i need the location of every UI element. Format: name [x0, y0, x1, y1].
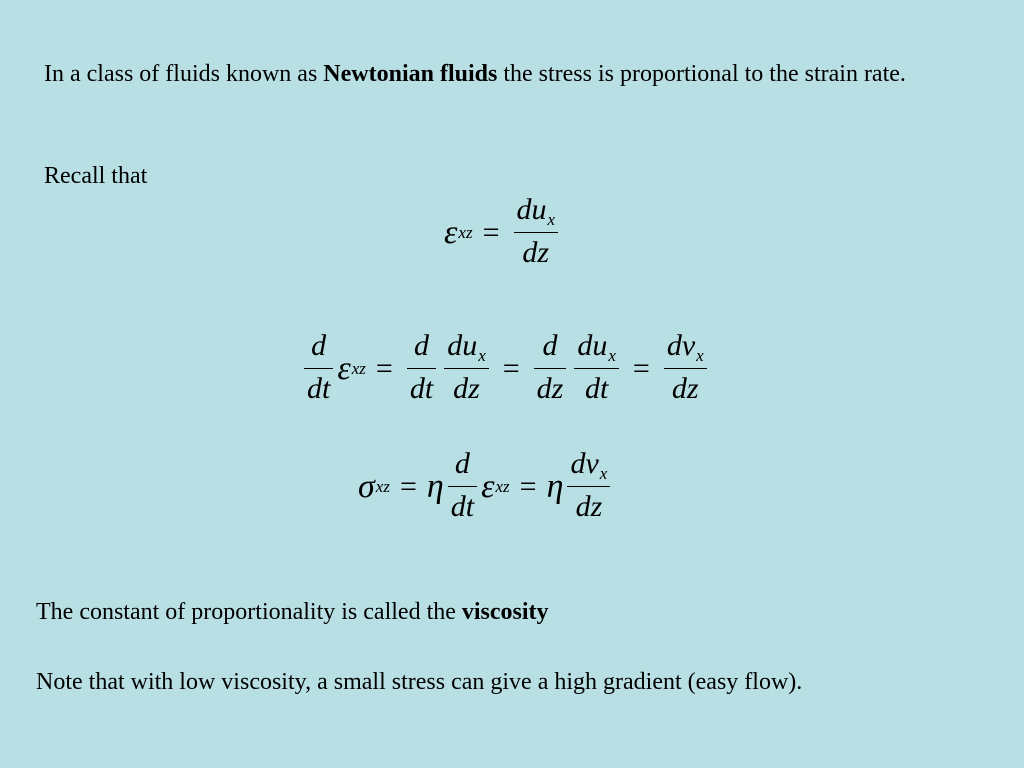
sigma-symbol: σ: [358, 467, 375, 505]
fraction-du-dz: $\frac{du_x}{dz}$: [444, 326, 489, 411]
fraction-d-dz: $\frac{d}{dz}$: [534, 326, 567, 411]
eta-symbol: η: [426, 467, 444, 505]
intro-text-end: the stress is proportional to the strain rate.: [497, 61, 906, 87]
epsilon-subscript: xz: [458, 222, 473, 242]
equals-sign: =: [482, 215, 500, 249]
intro-paragraph: [44, 58, 984, 90]
fraction-dv-dz: $\frac{dv_x}{dz}$: [664, 326, 707, 411]
equals-sign: =: [632, 351, 650, 385]
viscosity-note: Note that with low viscosity, a small stress can give a high gradient (easy flow).: [36, 669, 803, 695]
fraction-du-dz: [514, 190, 559, 275]
numerator-subscript: x: [547, 210, 556, 229]
stress-viscosity-equation: σ xz = η $\frac{d}{dt}$ ε xz = η $\frac{dv_x}{dz}$: [358, 444, 614, 529]
equals-sign: =: [399, 469, 417, 503]
numerator: du: [516, 193, 547, 226]
denominator: dz: [522, 236, 550, 269]
epsilon-symbol: ε: [444, 213, 458, 251]
equals-sign: =: [519, 469, 537, 503]
fraction-du-dt: $\frac{du_x}{dt}$: [574, 326, 619, 411]
strain-rate-equation: [444, 190, 562, 275]
viscosity-term: viscosity: [461, 599, 549, 625]
time-derivative-equation: $\frac{d}{dt}$ ε xz = $\frac{d}{dt}$ $\frac{du_x}{dz}$ = $\frac{d}{dz}$ $\frac{du_x}{dt}$ = $\frac{dv_x}{dz}$: [300, 326, 711, 411]
recall-text: Recall that: [44, 163, 148, 189]
epsilon-symbol: ε: [337, 349, 351, 387]
viscosity-definition: The constant of proportionality is called the viscosity: [36, 599, 549, 625]
eta-symbol: η: [546, 467, 564, 505]
fraction-d-dt: $\frac{d}{dt}$: [304, 326, 333, 411]
newtonian-fluids-term: Newtonian fluids: [323, 61, 498, 87]
equals-sign: =: [502, 351, 520, 385]
epsilon-symbol: ε: [481, 467, 495, 505]
intro-text-start: In a class of fluids known as: [44, 61, 324, 87]
fraction-dv-dz: $\frac{dv_x}{dz}$: [567, 444, 610, 529]
fraction-d-dt: $\frac{d}{dt}$: [448, 444, 477, 529]
fraction-d-dt: $\frac{d}{dt}$: [407, 326, 436, 411]
equals-sign: =: [375, 351, 393, 385]
